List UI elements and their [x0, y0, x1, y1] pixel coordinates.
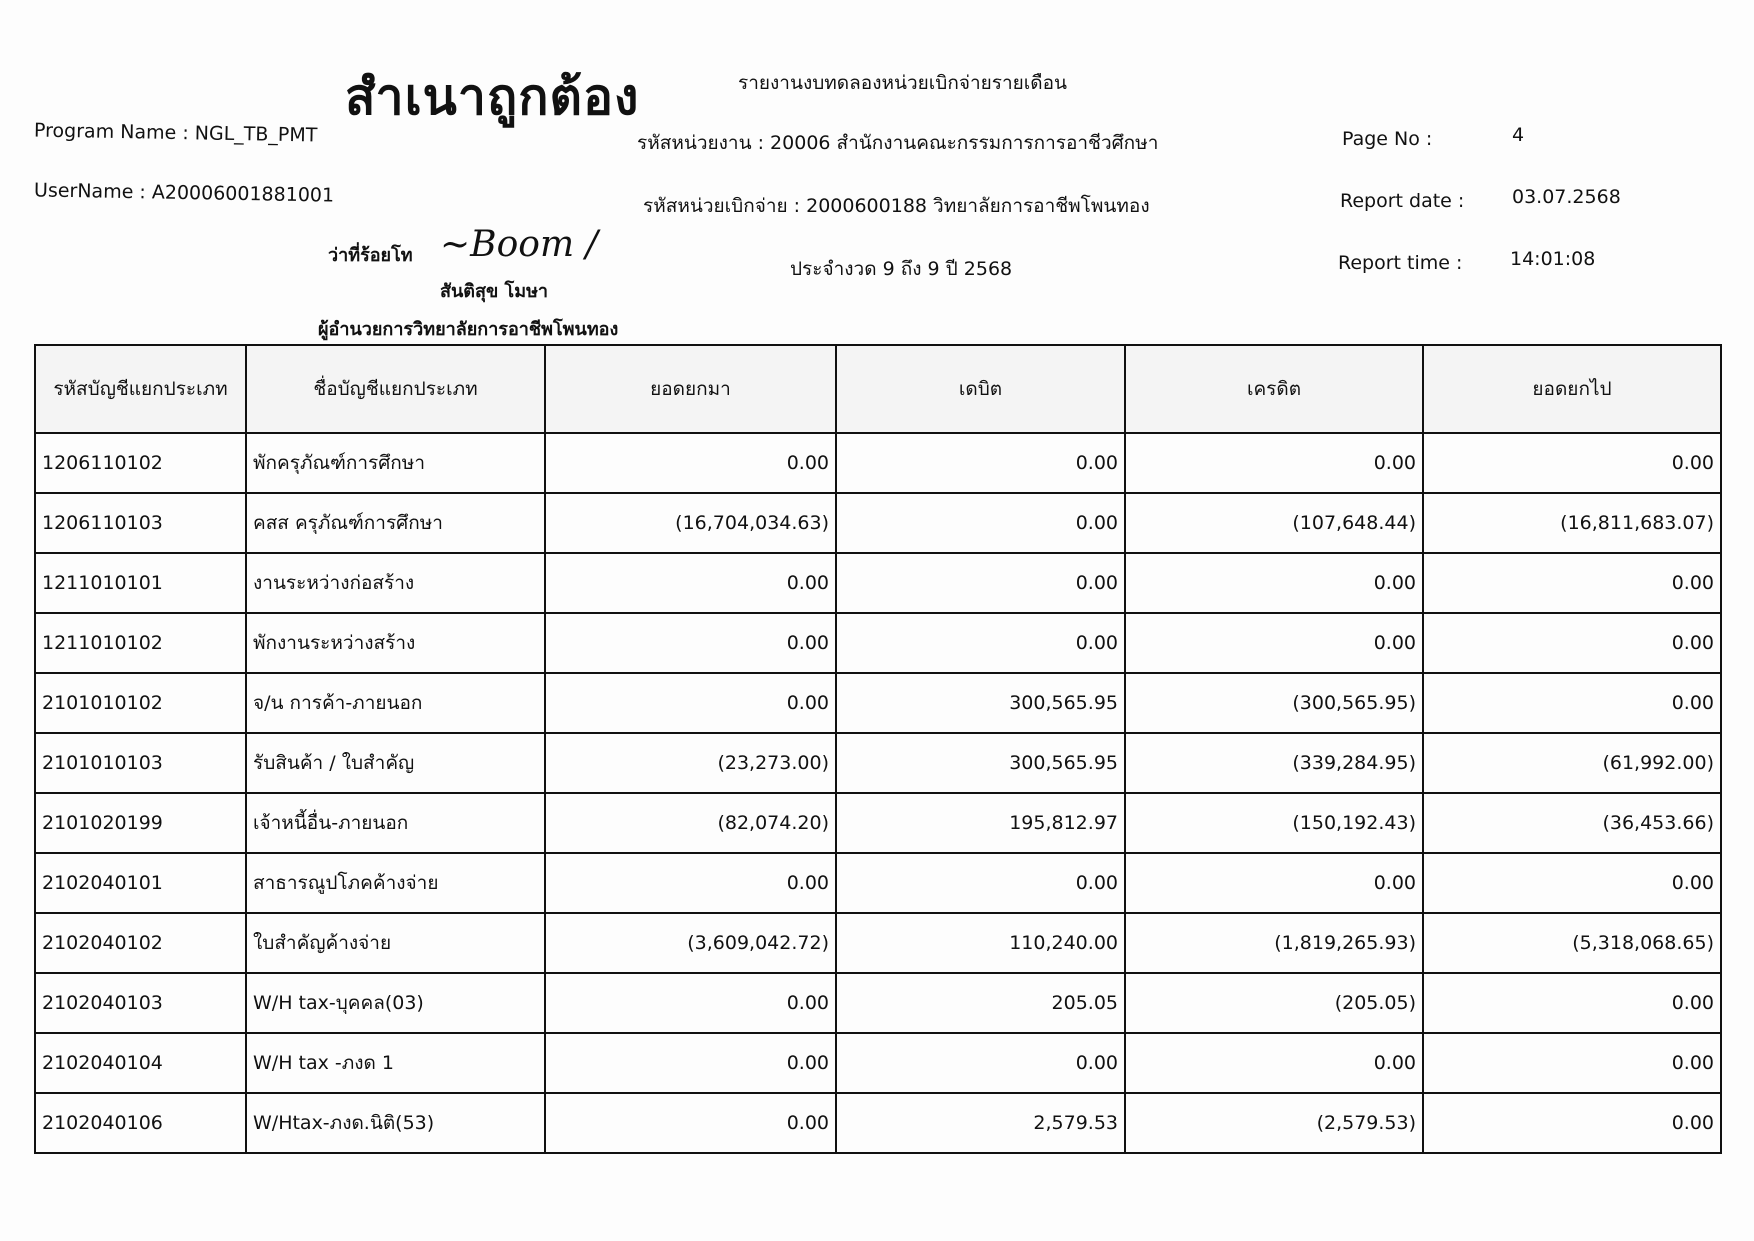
- agency-code: รหัสหน่วยงาน : 20006 สำนักงานคณะกรรมการการอาชีวศึกษา: [637, 132, 1159, 154]
- cell-account-code: 2102040102: [35, 913, 246, 973]
- cell-account-code: 2101010102: [35, 673, 246, 733]
- table-row: [35, 553, 1721, 613]
- cell-account-name: สาธารณูปโภคค้างจ่าย: [246, 853, 545, 913]
- table-row: [35, 973, 1721, 1033]
- table-row: [35, 673, 1721, 733]
- cell-debit: 195,812.97: [836, 793, 1125, 853]
- header-credit: เครดิต: [1125, 345, 1423, 433]
- cell-credit: (1,819,265.93): [1125, 913, 1423, 973]
- cell-credit: (107,648.44): [1125, 493, 1423, 553]
- cell-brought-forward: 0.00: [545, 613, 836, 673]
- table-row: [35, 493, 1721, 553]
- table-row: [35, 433, 1721, 493]
- cell-credit: 0.00: [1125, 613, 1423, 673]
- report-date-value: 03.07.2568: [1512, 186, 1621, 208]
- report-time-value: 14:01:08: [1510, 248, 1596, 270]
- cell-carried-forward: (5,318,068.65): [1423, 913, 1721, 973]
- program-name: Program Name : NGL_TB_PMT: [33, 119, 318, 147]
- cell-debit: 0.00: [836, 493, 1125, 553]
- cell-brought-forward: 0.00: [545, 973, 836, 1033]
- cell-account-name: เจ้าหนี้อื่น-ภายนอก: [246, 793, 545, 853]
- cell-debit: 110,240.00: [836, 913, 1125, 973]
- cell-carried-forward: 0.00: [1423, 973, 1721, 1033]
- cell-account-code: 1211010102: [35, 613, 246, 673]
- signer-position: ผู้อำนวยการวิทยาลัยการอาชีพโพนทอง: [318, 319, 619, 340]
- cell-credit: (150,192.43): [1125, 793, 1423, 853]
- cell-carried-forward: (61,992.00): [1423, 733, 1721, 793]
- cell-account-code: 2101010103: [35, 733, 246, 793]
- cell-credit: 0.00: [1125, 853, 1423, 913]
- cell-brought-forward: 0.00: [545, 673, 836, 733]
- report-date-label: Report date :: [1340, 190, 1465, 212]
- cell-carried-forward: 0.00: [1423, 673, 1721, 733]
- cell-account-code: 1206110103: [35, 493, 246, 553]
- header-account-code: รหัสบัญชีแยกประเภท: [35, 345, 246, 433]
- cell-account-code: 1206110102: [35, 433, 246, 493]
- header-debit: เดบิต: [836, 345, 1125, 433]
- header-brought-forward: ยอดยกมา: [545, 345, 836, 433]
- cell-carried-forward: (36,453.66): [1423, 793, 1721, 853]
- cell-credit: 0.00: [1125, 433, 1423, 493]
- header-carried-forward: ยอดยกไป: [1423, 345, 1721, 433]
- cell-carried-forward: 0.00: [1423, 553, 1721, 613]
- cell-carried-forward: 0.00: [1423, 1033, 1721, 1093]
- cell-account-code: 2102040106: [35, 1093, 246, 1153]
- table-row: [35, 1093, 1721, 1153]
- cell-debit: 300,565.95: [836, 673, 1125, 733]
- cell-account-name: W/Htax-ภงด.นิติ(53): [246, 1093, 545, 1153]
- cell-debit: 205.05: [836, 973, 1125, 1033]
- cell-debit: 0.00: [836, 613, 1125, 673]
- cell-carried-forward: 0.00: [1423, 1093, 1721, 1153]
- signature-mark: Boom: [470, 224, 575, 265]
- cell-account-code: 1211010101: [35, 553, 246, 613]
- cell-brought-forward: (82,074.20): [545, 793, 836, 853]
- cell-account-name: W/H tax -ภงด 1: [246, 1033, 545, 1093]
- cell-credit: 0.00: [1125, 553, 1423, 613]
- period: ประจำงวด 9 ถึง 9 ปี 2568: [790, 258, 1013, 280]
- report-title: รายงานงบทดลองหน่วยเบิกจ่ายรายเดือน: [738, 72, 1068, 94]
- cell-debit: 0.00: [836, 853, 1125, 913]
- cell-account-name: คสส ครุภัณฑ์การศึกษา: [246, 493, 545, 553]
- cell-carried-forward: 0.00: [1423, 853, 1721, 913]
- cell-credit: (2,579.53): [1125, 1093, 1423, 1153]
- cell-debit: 0.00: [836, 433, 1125, 493]
- cell-brought-forward: 0.00: [545, 853, 836, 913]
- cell-debit: 0.00: [836, 553, 1125, 613]
- certified-copy-stamp: สำเนาถูกต้อง: [345, 68, 640, 126]
- cell-brought-forward: 0.00: [545, 433, 836, 493]
- cell-credit: (205.05): [1125, 973, 1423, 1033]
- header-account-name: ชื่อบัญชีแยกประเภท: [246, 345, 545, 433]
- cell-account-name: W/H tax-บุคคล(03): [246, 973, 545, 1033]
- cell-debit: 300,565.95: [836, 733, 1125, 793]
- signer-name: สันติสุข โมษา: [440, 281, 549, 302]
- cell-credit: (300,565.95): [1125, 673, 1423, 733]
- table-row: [35, 853, 1721, 913]
- page-no-value: 4: [1512, 124, 1525, 146]
- cell-carried-forward: (16,811,683.07): [1423, 493, 1721, 553]
- cell-brought-forward: 0.00: [545, 1093, 836, 1153]
- handwritten-signature: ~Boom /: [440, 224, 598, 265]
- report-time-label: Report time :: [1338, 252, 1463, 274]
- cell-account-name: พักครุภัณฑ์การศึกษา: [246, 433, 545, 493]
- cell-brought-forward: 0.00: [545, 553, 836, 613]
- cell-credit: 0.00: [1125, 1033, 1423, 1093]
- cell-carried-forward: 0.00: [1423, 433, 1721, 493]
- cell-account-name: พักงานระหว่างสร้าง: [246, 613, 545, 673]
- user-name: UserName : A20006001881001: [33, 179, 335, 207]
- cell-account-name: ใบสำคัญค้างจ่าย: [246, 913, 545, 973]
- cell-brought-forward: (3,609,042.72): [545, 913, 836, 973]
- table-row: [35, 793, 1721, 853]
- cell-debit: 0.00: [836, 1033, 1125, 1093]
- table-row: [35, 733, 1721, 793]
- cell-account-name: รับสินค้า / ใบสำคัญ: [246, 733, 545, 793]
- cell-account-code: 2102040103: [35, 973, 246, 1033]
- trial-balance-table: [34, 344, 1722, 1154]
- cell-brought-forward: (16,704,034.63): [545, 493, 836, 553]
- table-row: [35, 913, 1721, 973]
- cell-account-name: จ/น การค้า-ภายนอก: [246, 673, 545, 733]
- cell-account-code: 2102040104: [35, 1033, 246, 1093]
- page-no-label: Page No :: [1342, 128, 1433, 150]
- cell-account-name: งานระหว่างก่อสร้าง: [246, 553, 545, 613]
- cell-debit: 2,579.53: [836, 1093, 1125, 1153]
- table-row: [35, 613, 1721, 673]
- cell-credit: (339,284.95): [1125, 733, 1423, 793]
- cell-brought-forward: (23,273.00): [545, 733, 836, 793]
- disbursing-unit-code: รหัสหน่วยเบิกจ่าย : 2000600188 วิทยาลัยการอาชีพโพนทอง: [643, 195, 1150, 217]
- cell-brought-forward: 0.00: [545, 1033, 836, 1093]
- cell-account-code: 2102040101: [35, 853, 246, 913]
- table-row: [35, 1033, 1721, 1093]
- cell-carried-forward: 0.00: [1423, 613, 1721, 673]
- table-header-row: [35, 345, 1721, 433]
- signer-rank: ว่าที่ร้อยโท: [328, 245, 413, 266]
- cell-account-code: 2101020199: [35, 793, 246, 853]
